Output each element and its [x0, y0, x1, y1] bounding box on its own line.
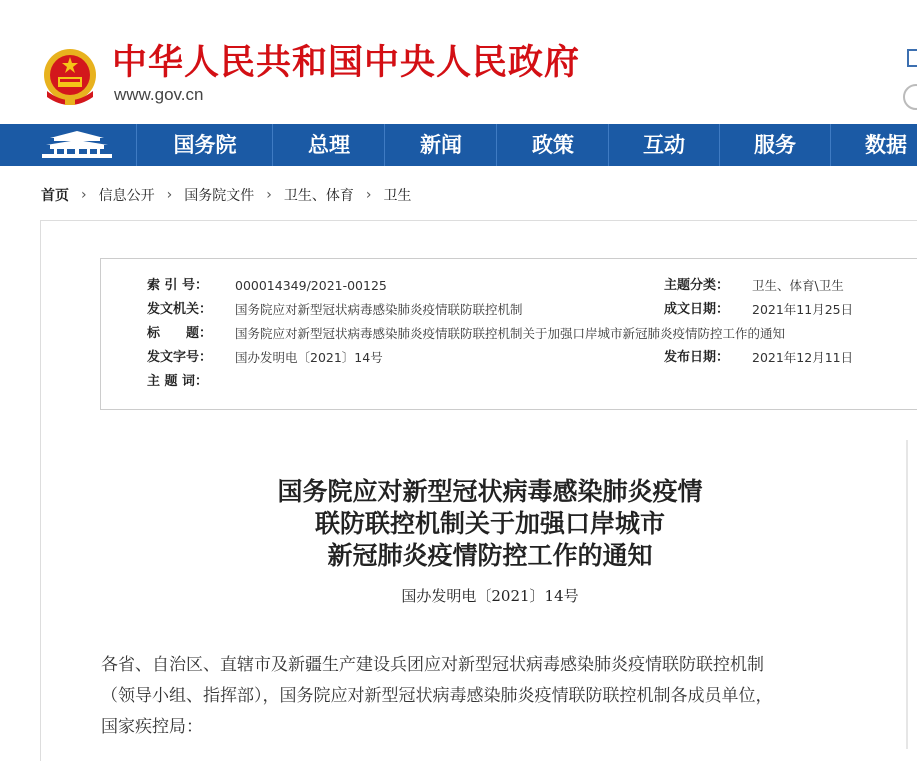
nav-divider [136, 124, 137, 166]
article-title-line: 联防联控机制关于加强口岸城市 [314, 509, 665, 538]
article-body-line: （领导小组、指挥部），国务院应对新型冠状病毒感染肺炎疫情联防联控机制各成员单位， [101, 686, 773, 706]
article-body [101, 650, 891, 743]
document-metadata-table [100, 258, 917, 410]
main-nav [0, 124, 917, 166]
tiananmen-logo-icon[interactable] [40, 130, 114, 160]
site-header [0, 0, 917, 124]
search-icon[interactable] [903, 84, 917, 110]
meta-date-made-label: 成文日期： [664, 302, 730, 317]
meta-category-label: 主题分类： [664, 278, 730, 293]
meta-publish-value: 2021年12月11日 [752, 350, 854, 365]
meta-row-issuer [101, 300, 917, 320]
breadcrumb-info-disclosure[interactable]: 信息公开 [98, 188, 155, 204]
nav-item-xinwen[interactable]: 新闻 [420, 133, 462, 157]
meta-date-made-value: 2021年11月25日 [752, 302, 854, 317]
chevron-right-icon: › [266, 187, 272, 203]
nav-item-hudong[interactable]: 互动 [643, 133, 685, 157]
breadcrumb-state-council-docs[interactable]: 国务院文件 [184, 188, 255, 204]
meta-row-index [101, 276, 917, 296]
chevron-right-icon: › [365, 187, 372, 203]
article-doc-number: 国办发明电〔2021〕14号 [401, 587, 579, 605]
meta-category-value: 卫生、体育\卫生 [752, 278, 844, 293]
meta-row-keywords [101, 372, 917, 392]
breadcrumb-health[interactable]: 卫生 [383, 188, 412, 204]
mail-icon[interactable] [907, 49, 917, 67]
nav-divider [496, 124, 497, 166]
nav-item-guowuyuan[interactable]: 国务院 [173, 133, 237, 157]
meta-title-value: 国务院应对新型冠状病毒感染肺炎疫情联防联控机制关于加强口岸城市新冠肺炎疫情防控工作的通知 [235, 326, 786, 341]
nav-item-zhengce[interactable]: 政策 [532, 133, 574, 157]
article-body-line: 国家疾控局： [101, 717, 203, 737]
breadcrumb-health-sports[interactable]: 卫生、体育 [283, 188, 354, 204]
meta-row-title [101, 324, 917, 344]
site-title[interactable]: 中华人民共和国中央人民政府 [112, 43, 581, 83]
nav-item-shuju[interactable]: 数据 [865, 133, 907, 157]
meta-publish-label: 发布日期： [664, 350, 730, 365]
scroll-strip [906, 440, 908, 749]
chevron-right-icon: › [81, 187, 87, 203]
nav-divider [272, 124, 273, 166]
article-body-line: 各省、自治区、直辖市及新疆生产建设兵团应对新型冠状病毒感染肺炎疫情联防联控机制 [101, 655, 764, 675]
meta-index-value: 000014349/2021-00125 [235, 278, 387, 293]
article-title-line: 国务院应对新型冠状病毒感染肺炎疫情 [277, 477, 703, 506]
article-title-line: 新冠肺炎疫情防控工作的通知 [327, 541, 653, 570]
chevron-right-icon: › [166, 187, 173, 203]
national-emblem-icon[interactable] [41, 47, 99, 107]
nav-item-zongli[interactable]: 总理 [308, 133, 350, 157]
meta-title-label: 标 题： [147, 326, 213, 341]
site-url[interactable]: www.gov.cn [114, 85, 204, 104]
meta-issuer-label: 发文机关： [147, 302, 213, 317]
meta-doc-no-value: 国办发明电〔2021〕14号 [235, 350, 383, 365]
nav-item-fuwu[interactable]: 服务 [754, 133, 796, 157]
nav-divider [384, 124, 385, 166]
breadcrumb-home[interactable]: 首页 [41, 188, 69, 204]
meta-issuer-value: 国务院应对新型冠状病毒感染肺炎疫情联防联控机制 [235, 302, 523, 317]
meta-doc-no-label: 发文字号： [147, 350, 213, 365]
meta-row-doc-no [101, 348, 917, 368]
meta-index-label: 索 引 号： [147, 278, 209, 293]
meta-keywords-label: 主 题 词： [147, 374, 209, 389]
breadcrumb [41, 185, 411, 205]
article-title [160, 476, 820, 572]
